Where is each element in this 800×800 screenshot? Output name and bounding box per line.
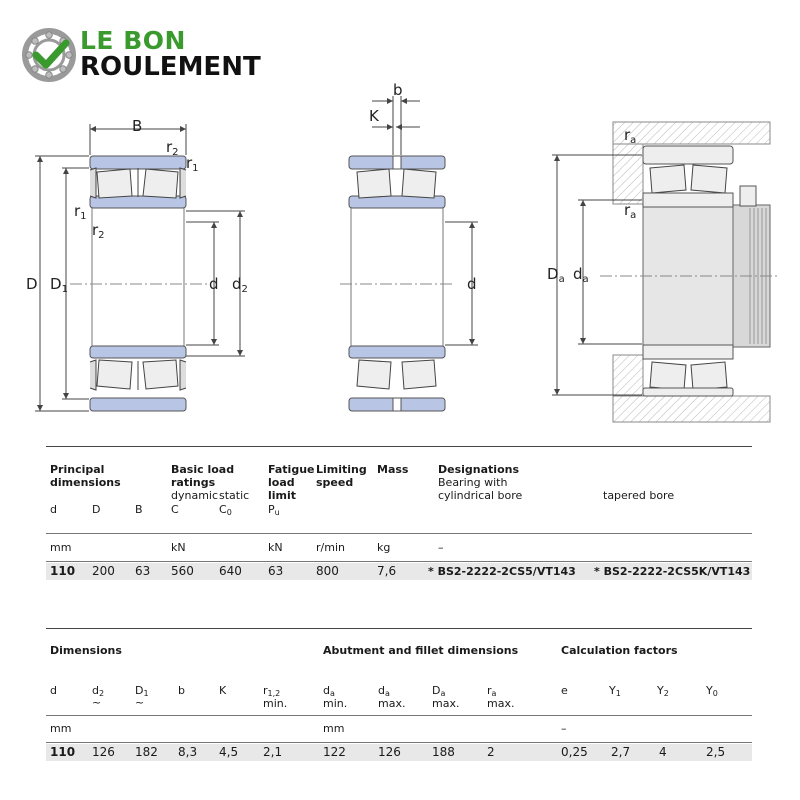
bearing-section-lubrication <box>340 96 478 411</box>
sym2-r12-min: min. <box>263 697 288 710</box>
sym2-da-max-label: max. <box>378 697 406 710</box>
label-B: B <box>132 117 143 135</box>
hdr-principal-1: Principal <box>50 463 105 476</box>
sym-D: D <box>92 503 101 516</box>
sym2-b: b <box>178 684 185 697</box>
hdr-cyl-bore: cylindrical bore <box>438 489 523 502</box>
hdr-fatigue-1: Fatigue <box>268 463 315 476</box>
unit-mm: mm <box>50 541 72 554</box>
cell-speed: 800 <box>316 564 339 578</box>
cell2-b: 8,3 <box>178 745 198 759</box>
cell-mass: 7,6 <box>377 564 397 578</box>
sym2-Da-max: $D_a$ <box>432 684 446 698</box>
hdr-limiting-2: speed <box>316 476 354 489</box>
sym2-Y1: $Y_1$ <box>609 684 621 698</box>
sym2-d2: $d_2$ <box>92 684 105 698</box>
label-d2: $d_2$ <box>232 275 248 295</box>
logo-text-line1: LE BON <box>80 26 186 55</box>
sym-B: B <box>135 503 143 516</box>
label-b: b <box>393 81 403 99</box>
bearing-drawings <box>0 80 800 430</box>
cell2-Y2: 4 <box>659 745 667 759</box>
hdr-fatigue-3: limit <box>268 489 297 502</box>
sym2-r12: $r_{1,2}$ <box>263 684 281 698</box>
sym2-ra-max-label: max. <box>487 697 515 710</box>
sym2-K: K <box>219 684 227 697</box>
cell-D: 200 <box>92 564 115 578</box>
bearing-mounting-adapter <box>552 122 780 422</box>
sym2-d: d <box>50 684 57 697</box>
unit-rmin: r/min <box>316 541 345 554</box>
cell-d: 110 <box>50 564 76 578</box>
hdr-principal-2: dimensions <box>50 476 121 489</box>
cell2-e: 0,25 <box>561 745 588 759</box>
sym2-Y2: $Y_2$ <box>657 684 669 698</box>
cell2-Y1: 2,7 <box>611 745 631 759</box>
label-da: $d_a$ <box>573 265 589 285</box>
hdr-mass: Mass <box>377 463 409 476</box>
logo-text-line2: ROULEMENT <box>80 52 261 82</box>
sym2-e: e <box>561 684 568 697</box>
hdr-calc: Calculation factors <box>561 644 678 657</box>
hdr-designations: Designations <box>438 463 520 476</box>
sym-d: d <box>50 503 57 516</box>
label-r2-top: $r_2$ <box>166 138 179 158</box>
cell-C0: 640 <box>219 564 242 578</box>
sym2-da-max: $d_a$ <box>378 684 390 698</box>
sym-C0: $C_0$ <box>219 503 232 517</box>
table-row <box>46 563 752 580</box>
label-r1-top: $r_1$ <box>186 154 199 174</box>
bearing-check-logo-icon <box>22 28 76 82</box>
label-d-2: d <box>467 275 477 293</box>
sym2-Da-max-label: max. <box>432 697 460 710</box>
unit2-dash: – <box>561 722 567 735</box>
cell-C: 560 <box>171 564 194 578</box>
cell2-K: 4,5 <box>219 745 239 759</box>
cell2-d: 110 <box>50 745 76 759</box>
sym2-da-min-label: min. <box>323 697 348 710</box>
hdr-abutment: Abutment and fillet dimensions <box>323 644 519 657</box>
sym-C: C <box>171 503 179 516</box>
hdr-static: static <box>219 489 250 502</box>
cell2-Y0: 2,5 <box>706 745 726 759</box>
sym2-da-min: $d_a$ <box>323 684 335 698</box>
sym2-Y0: $Y_0$ <box>706 684 718 698</box>
unit-kN: kN <box>171 541 186 554</box>
cell-B: 63 <box>135 564 151 578</box>
unit2-mm: mm <box>50 722 72 735</box>
unit2-mm-2: mm <box>323 722 345 735</box>
unit-dash: – <box>438 541 444 554</box>
hdr-dynamic: dynamic <box>171 489 219 502</box>
hdr-fatigue-2: load <box>268 476 295 489</box>
cell2-D1: 182 <box>135 745 158 759</box>
sym2-D1: $D_1$ <box>135 684 149 698</box>
sym2-d2-tilde: ~ <box>92 696 102 709</box>
label-ra-top: $r_a$ <box>624 126 637 146</box>
cell2-Da-max: 188 <box>432 745 455 759</box>
hdr-limiting-1: Limiting <box>316 463 367 476</box>
cell2-d2: 126 <box>92 745 115 759</box>
label-D: D <box>26 275 38 293</box>
cell2-da-max: 126 <box>378 745 401 759</box>
cell-Pu: 63 <box>268 564 284 578</box>
bearing-section-cylindrical <box>35 124 245 411</box>
hdr-tapered-bore: tapered bore <box>603 489 675 502</box>
hdr-dimensions: Dimensions <box>50 644 122 657</box>
hdr-bearing-with: Bearing with <box>438 476 508 489</box>
cell2-da-min: 122 <box>323 745 346 759</box>
table-row <box>46 744 752 761</box>
unit-kg: kg <box>377 541 391 554</box>
cell-designation-cyl: * BS2-2222-2CS5/VT143 <box>428 565 576 578</box>
hdr-basic-1: Basic load <box>171 463 235 476</box>
cell2-ra-max: 2 <box>487 745 495 759</box>
label-d: d <box>209 275 219 293</box>
label-K: K <box>369 107 379 125</box>
unit-kN-2: kN <box>268 541 283 554</box>
sym2-ra-max: $r_a$ <box>487 684 497 698</box>
label-D1: $D_1$ <box>50 275 68 295</box>
hdr-basic-2: ratings <box>171 476 216 489</box>
sym-Pu: $P_u$ <box>268 503 280 517</box>
label-Da: $D_a$ <box>547 265 565 285</box>
label-r2-left: $r_2$ <box>92 221 105 241</box>
label-r1-left: $r_1$ <box>74 202 87 222</box>
label-ra-mid: $r_a$ <box>624 201 637 221</box>
sym2-D1-tilde: ~ <box>135 696 145 709</box>
cell-designation-tap: * BS2-2222-2CS5K/VT143 <box>594 565 751 578</box>
cell2-r12: 2,1 <box>263 745 283 759</box>
